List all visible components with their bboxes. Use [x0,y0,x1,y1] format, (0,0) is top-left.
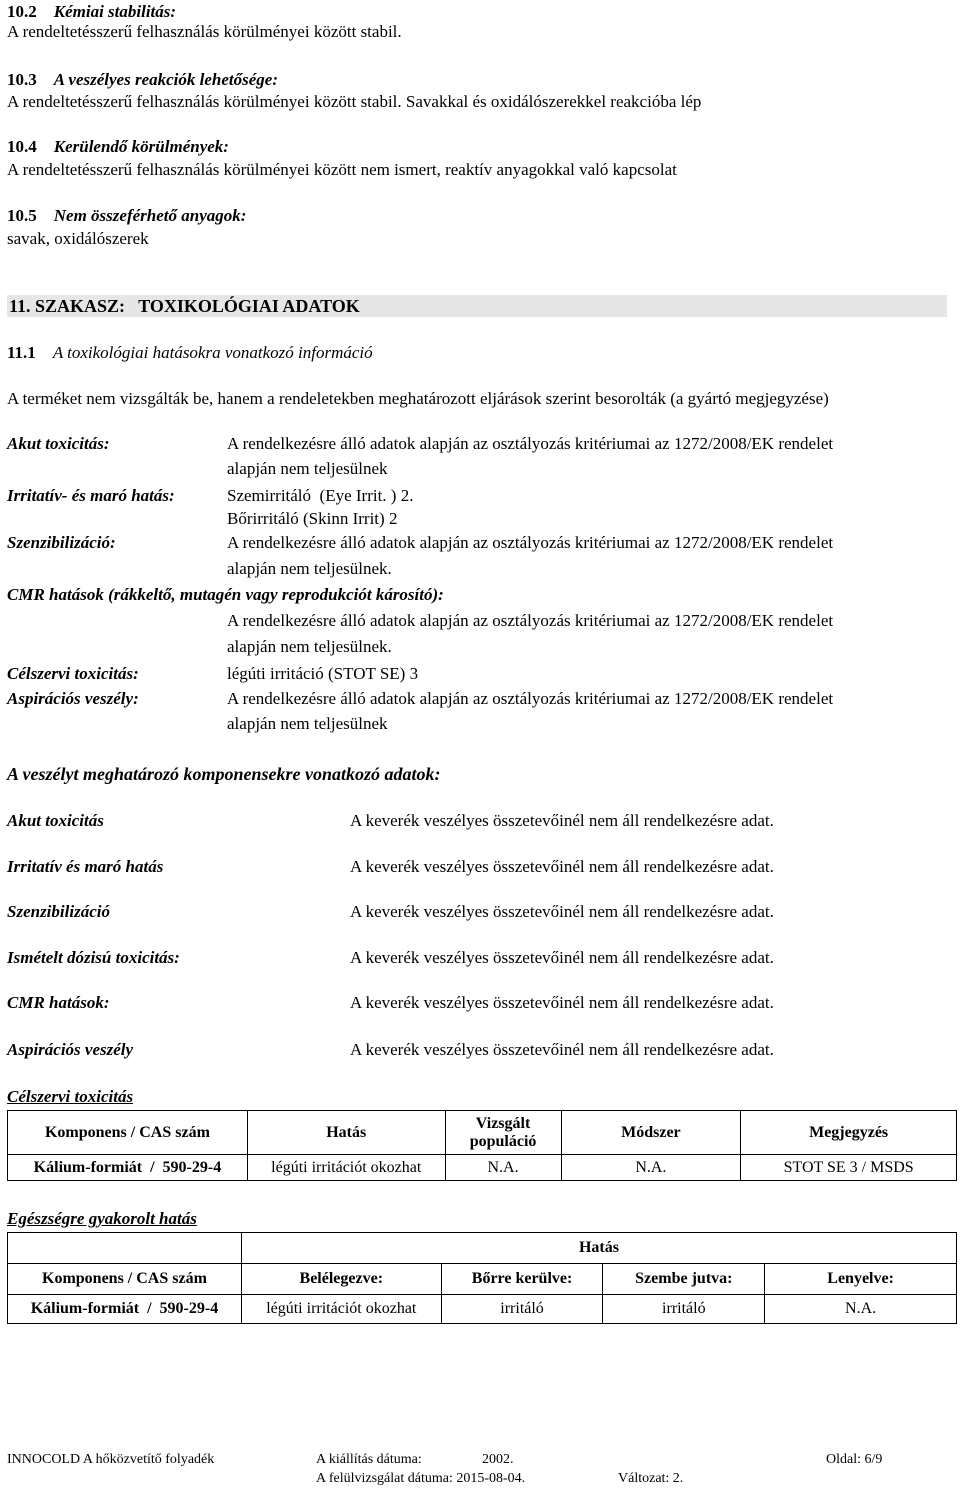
cmr-label: CMR hatások (rákkeltő, mutagén vagy reprodukciót károsító): [7,585,444,604]
section-title: A toxikológiai hatásokra vonatkozó információ [52,343,373,362]
table-cell: N.A. [561,1155,741,1181]
akut-toxicitas-label: Akut toxicitás: [7,434,110,453]
irritativ-line1: Szemirritáló (Eye Irrit. ) 2. [227,486,414,505]
akut-toxicitas-line2: alapján nem teljesülnek [227,459,388,478]
section-number: 10.2 [7,2,37,21]
table-group-row [8,1233,957,1264]
table-cell: N.A. [445,1155,561,1181]
table-header-cell: Komponens / CAS szám [8,1264,242,1295]
section-number: 10.4 [7,137,37,156]
aspiracios-line1: A rendelkezésre álló adatok alapján az osztályozás kritériumai az 1272/2008/EK rendelet [227,689,834,708]
aspiracios-line2: alapján nem teljesülnek [227,714,388,733]
comp-row-value: A keverék veszélyes összetevőinél nem áll rendelkezésre adat. [350,857,774,876]
celszervi-line1: légúti irritáció (STOT SE) 3 [227,664,419,683]
section-10-5-heading [7,206,246,226]
section-11-1-heading [7,343,373,363]
comp-row-label: Aspirációs veszély [7,1040,134,1059]
table-header-row [8,1111,957,1155]
section-10-3-text: A rendeltetésszerű felhasználás körülményei között stabil. Savakkal és oxidálószerekkel reakcióba lép [7,92,702,111]
table-header-cell: Komponens / CAS szám [8,1111,248,1155]
irritativ-label: Irritatív- és maró hatás: [7,486,175,505]
footer-product: INNOCOLD A hőközvetítő folyadék [7,1452,215,1467]
aspiracios-label: Aspirációs veszély: [7,689,139,708]
table-header-cell: Módszer [561,1111,741,1155]
table-cell: irritáló [603,1295,765,1324]
section-11-heading-bar [7,295,947,317]
table2-title: Egészségre gyakorolt hatás [7,1209,197,1228]
target-organ-table [7,1110,957,1181]
comp-row-label: CMR hatások: [7,993,110,1012]
component-data-heading: A veszélyt meghatározó komponensekre vonatkozó adatok: [7,764,441,784]
footer-page: Oldal: 6/9 [826,1452,883,1467]
table-header-cell: Megjegyzés [741,1111,957,1155]
table-cell: légúti irritációt okozhat [241,1295,441,1324]
table-row [8,1295,957,1324]
section-title: Nem összeférhető anyagok: [53,206,247,225]
comp-row-value: A keverék veszélyes összetevőinél nem áll rendelkezésre adat. [350,902,774,921]
section-10-5-text: savak, oxidálószerek [7,229,149,248]
section-11-1-intro: A terméket nem vizsgálták be, hanem a rendeletekben meghatározott eljárások szerint besorolták (a gyártó megjegyzése) [7,389,829,408]
health-effects-table [7,1232,957,1324]
section-10-2-heading [7,2,176,22]
akut-toxicitas-line1: A rendelkezésre álló adatok alapján az osztályozás kritériumai az 1272/2008/EK rendelet [227,434,834,453]
table-cell: Kálium-formiát / 590-29-4 [8,1155,248,1181]
comp-row-label: Irritatív és maró hatás [7,857,164,876]
irritativ-line2: Bőrirritáló (Skinn Irrit) 2 [227,509,398,528]
cmr-line2: alapján nem teljesülnek. [227,637,392,656]
celszervi-label: Célszervi toxicitás: [7,664,139,683]
section-10-3-heading [7,70,278,90]
table-header-cell: Szembe jutva: [603,1264,765,1295]
footer-version: Változat: 2. [618,1471,684,1486]
table-header-cell: Bőrre kerülve: [441,1264,603,1295]
table-cell: irritáló [441,1295,603,1324]
szenzibilizacio-line2: alapján nem teljesülnek. [227,559,392,578]
szenzibilizacio-line1: A rendelkezésre álló adatok alapján az osztályozás kritériumai az 1272/2008/EK rendelet [227,533,834,552]
section-11-heading: 11. SZAKASZ: TOXIKOLÓGIAI ADATOK [9,296,360,316]
section-number: 10.5 [7,206,37,225]
comp-row-value: A keverék veszélyes összetevőinél nem áll rendelkezésre adat. [350,948,774,967]
comp-row-label: Szenzibilizáció [7,902,110,921]
table-header-cell: Vizsgált populáció [445,1111,561,1155]
table-header-cell: Hatás [247,1111,445,1155]
table-cell: STOT SE 3 / MSDS [741,1155,957,1181]
table-cell: N.A. [765,1295,957,1324]
table-group-header: Hatás [241,1233,956,1264]
table-header-cell: Lenyelve: [765,1264,957,1295]
comp-row-label: Akut toxicitás [7,811,104,830]
table-cell: légúti irritációt okozhat [247,1155,445,1181]
section-number: 11.1 [7,343,36,362]
section-10-4-text: A rendeltetésszerű felhasználás körülményei között nem ismert, reaktív anyagokkal való kapcsolat [7,160,677,179]
table-header-cell: Belélegezve: [241,1264,441,1295]
cmr-line1: A rendelkezésre álló adatok alapján az osztályozás kritériumai az 1272/2008/EK rendelet [227,611,834,630]
table-cell: Kálium-formiát / 590-29-4 [8,1295,242,1324]
section-title: Kémiai stabilitás: [53,2,177,21]
section-title: Kerülendő körülmények: [53,137,229,156]
comp-row-value: A keverék veszélyes összetevőinél nem áll rendelkezésre adat. [350,993,774,1012]
comp-row-value: A keverék veszélyes összetevőinél nem áll rendelkezésre adat. [350,1040,774,1059]
table1-title: Célszervi toxicitás [7,1087,134,1106]
footer-issue-value: 2002. [482,1452,514,1467]
table-row [8,1155,957,1181]
table-cell-empty [8,1233,242,1264]
table-header-row [8,1264,957,1295]
comp-row-value: A keverék veszélyes összetevőinél nem áll rendelkezésre adat. [350,811,774,830]
footer-review: A felülvizsgálat dátuma: 2015-08-04. [316,1471,526,1486]
szenzibilizacio-label: Szenzibilizáció: [7,533,116,552]
footer-issue-label: A kiállítás dátuma: [316,1452,422,1467]
section-title: A veszélyes reakciók lehetősége: [53,70,278,89]
section-10-2-text: A rendeltetésszerű felhasználás körülményei között stabil. [7,22,402,41]
section-number: 10.3 [7,70,37,89]
section-10-4-heading [7,137,229,157]
comp-row-label: Ismételt dózisú toxicitás: [7,948,180,967]
